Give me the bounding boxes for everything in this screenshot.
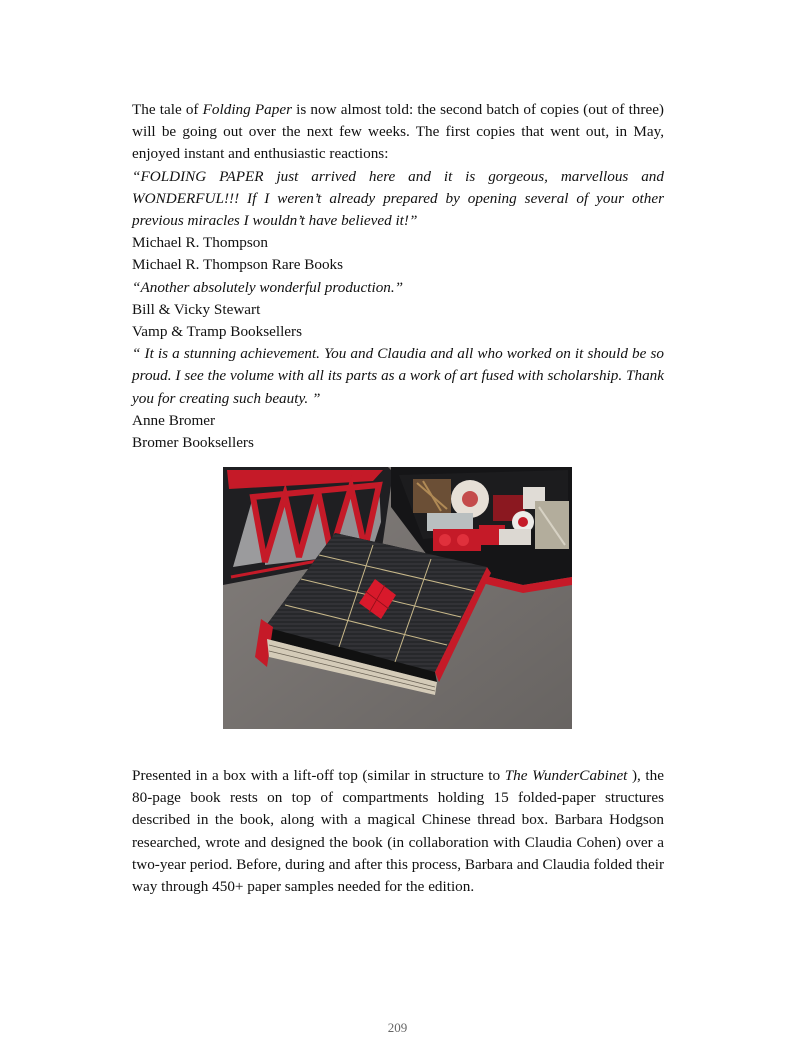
folded-sample bbox=[427, 513, 473, 531]
description-paragraph: Presented in a box with a lift-off top (similar in structure to The WunderCabinet ), the 80-page book rests on top of compartments holding 15 folded-paper structures described in the book, along with a magical Chinese thread box. Barbara Hodgson researched, wrote and designed the book (in collaboration with Claudia Cohen) over a two-year period. Before, during and after this process, Barbara and Claudia folded their way through 450+ paper samples needed for the edition. bbox=[132, 767, 664, 896]
book-title: The WunderCabinet bbox=[504, 767, 628, 784]
testimonial-org: Vamp & Tramp Booksellers bbox=[132, 323, 303, 341]
folded-sample bbox=[499, 529, 531, 545]
testimonial-org: Michael R. Thompson Rare Books bbox=[132, 256, 344, 274]
testimonial-name: Anne Bromer bbox=[132, 411, 216, 429]
page-number: 209 bbox=[387, 1020, 408, 1035]
testimonial-quote: “ It is a stunning achievement. You and Claudia and all who worked on it should be so proud. I see the volume with all its parts as a work of art fused with scholarship. Thank you for creating such beauty. ” bbox=[132, 345, 664, 407]
intro-paragraph: The tale of Folding Paper is now almost told: the second batch of copies (out of three) will be going out over the next few weeks. The first copies that went out, in May, enjoyed instant and enthusiastic reactions: bbox=[132, 101, 664, 163]
testimonial-org: Bromer Booksellers bbox=[132, 434, 254, 452]
book-box-photo bbox=[223, 467, 572, 729]
testimonial-name: Michael R. Thompson bbox=[132, 234, 268, 252]
book-title: Folding Paper bbox=[202, 101, 292, 118]
testimonial-quote: “Another absolutely wonderful production.” bbox=[132, 278, 404, 296]
main-text-block bbox=[132, 99, 664, 454]
testimonial-name: Bill & Vicky Stewart bbox=[132, 300, 261, 318]
testimonial-quote: “FOLDING PAPER just arrived here and it is gorgeous, marvellous and WONDERFUL!!! If I weren’t already prepared by opening several of your other previous miracles I wouldn’t have believed it!” bbox=[132, 167, 664, 230]
description-block bbox=[132, 765, 664, 898]
